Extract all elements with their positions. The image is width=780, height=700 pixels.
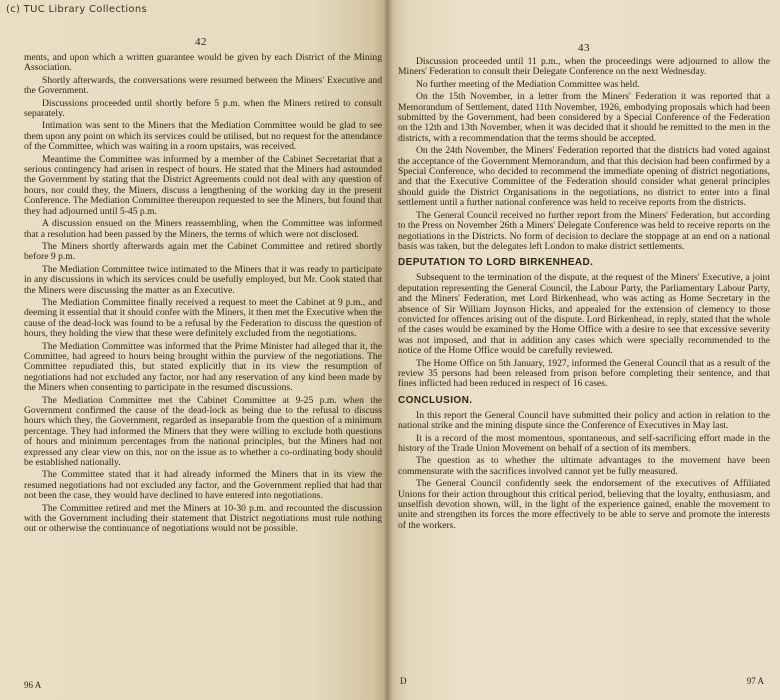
paragraph: On the 15th November, in a letter from the Miners' Federation it was reported that a Memorandum of Settlement, dated 11th November, 1926, embodying proposals which had been submitted by the Government, had been considered by a Special Conference of the Federation on the 12th and 13th November, when it was decided that it should be remitted to the men in the districts, with a recommendation that the terms should be accepted.: [398, 91, 770, 144]
book-gutter: [383, 0, 393, 700]
paragraph: The Home Office on 5th January, 1927, informed the General Council that as a result of the review 35 persons had been released from prison before completing their sentence, and that fines inflicted had been reduced in respect of 16 cases.: [398, 357, 770, 390]
right-page: [388, 0, 780, 700]
paragraph: On the 24th November, the Miners' Federation reported that the districts had voted against the acceptance of the Government Memorandum, and that this decision had been confirmed by a Special Conference, who decided to recommend the immediate opening of district negotiations, and that the Executive Committee of the Federation should consider what general principles should guide the District Organisations in the negotiations, no district to enter into a final settlement until a further national conference was held to receive reports from the districts.: [398, 145, 770, 209]
paragraph: Intimation was sent to the Miners that the Mediation Committee would be glad to see them upon any point on which its services could be utilised, but no request for the attendance of the Committee, which was waiting in a room upstairs, was received.: [24, 120, 382, 153]
paragraph: The Committee retired and met the Miners at 10-30 p.m. and recounted the discussion with the Government including their statement that District negotiations must rule nothing out or otherwise the continuance of negotiations would not be possible.: [24, 502, 382, 535]
paragraph: No further meeting of the Mediation Committee was held.: [416, 78, 640, 90]
watermark: (c) TUC Library Collections: [6, 4, 147, 15]
page-number-left: 42: [195, 36, 207, 48]
paragraph: In this report the General Council have submitted their policy and action in relation to the national strike and the mining dispute since the Conference of Executives in May last.: [398, 409, 770, 432]
paragraph: Discussion proceeded until 11 p.m., when the proceedings were adjourned to allow the Miners' Federation to consult their Delegate Conference on the next Wednesday.: [398, 56, 770, 78]
printer-signature-right: 97 A: [746, 676, 764, 686]
page-number-right: 43: [578, 42, 590, 54]
paragraph: It is a record of the most momentous, spontaneous, and self-sacrificing effort made in the history of the Trade Union Movement on behalf of a section of its members.: [398, 432, 770, 454]
paragraph: The Mediation Committee met the Cabinet Committee at 9-25 p.m. when the Government confirmed the cause of the dead-lock as being due to the refusal to discuss hours which they, the Government, regarded as inseparable from the question of a minimum percentage. They had informed the Miners that they were willing to exclude both questions of hours and minimum percentages from the national principles, but the Miners had not expressed any clear view on this, nor on the issue as to whether a co-ordinating body should be established nationally.: [24, 394, 382, 469]
paragraph: Subsequent to the termination of the dispute, at the request of the Miners' Executive, a joint deputation representing the General Council, the Labour Party, the Parliamentary Labour Party, and the Miners' Federation, met Lord Birkenhead, who was acting as Home Secretary in the absence of Sir William Joynson Hicks, and appealed for the extension of clemency to those convicted for offences arising out of the dispute. Lord Birkenhead, in reply, stated that the whole of the cases would be examined by the Home Office with a desire to see that excessive severity was not imposed, and that in addition any cases which were specially recommended to the notice of the Home Office would be carefully reviewed.: [398, 272, 770, 357]
paragraph: The General Council confidently seek the endorsement of the executives of Affiliated Unions for their action throughout this critical period, believing that the loyalty, enthusiasm, and unselfish devotion shown, will, in the light of the experience gained, enable the movement to unite and strengthen its forces the more effectively to be able to serve and promote the interests of the workers.: [398, 478, 770, 531]
right-page-footer: [388, 674, 780, 700]
paragraph: The Committee stated that it had already informed the Miners that in its view the resumed negotiations had not excluded any factor, and the Government replied that had that not been the case, they would have declined to have entered into negotiations.: [24, 469, 382, 502]
paragraph: ments, and upon which a written guarantee would be given by each District of the Mining Association.: [24, 52, 382, 74]
paragraph: The question as to whether the ultimate advantages to the movement have been commensurate with the sacrifices involved cannot yet be fully measured.: [398, 455, 770, 477]
paragraph: Shortly afterwards, the conversations were resumed between the Miners' Executive and the Government.: [24, 74, 382, 97]
left-page-footer: [0, 678, 388, 700]
paragraph: Meantime the Committee was informed by a member of the Cabinet Secretariat that a serious contingency had arisen in respect of hours. He stated that the Miners had astounded the Government by stating that the District Agreements could not deal with any question of hours, nor could they, the Miners, discuss a lengthening of the working day in the present Conference. The Mediation Committee thereupon requested to see the Miners, but found that they had adjourned until 5-45 p.m.: [24, 153, 382, 217]
paragraph: The Miners shortly afterwards again met the Cabinet Committee and retired shortly before 9 p.m.: [24, 240, 382, 263]
paragraph: A discussion ensued on the Miners reassembling, when the Committee was informed that a resolution had been passed by the Miners, the terms of which were not disclosed.: [24, 218, 382, 240]
paragraph: The General Council received no further report from the Miners' Federation, but according to the Press on November 26th a Miners' Delegate Conference was held to receive reports on the negotiations in the Districts. No form of decision to declare the stoppage at an end on a national basis was taken, but the delegates left London to make district settlements.: [398, 209, 770, 252]
section-heading-conclusion: CONCLUSION.: [398, 394, 473, 406]
printer-signature-left: 96 A: [24, 680, 42, 690]
paragraph: The Mediation Committee finally received a request to meet the Cabinet at 9 p.m., and deeming it essential that it should confer with the Miners, it then met the Executive when the cause of the dead-lock was found to be a refusal by the Federation to discuss the question of hours, they holding the view that these were definitely excluded from the negotiations.: [24, 296, 382, 340]
left-page-body: [24, 53, 382, 535]
paragraph: Discussions proceeded until shortly before 5 p.m. when the Miners retired to consult separately.: [24, 97, 382, 120]
paragraph: The Mediation Committee twice intimated to the Miners that it was ready to participate in any discussions in which its services could be usefully employed, but Mr. Cook stated that the Miners were discussing the matter as an Executive.: [24, 263, 382, 296]
left-page: [0, 0, 388, 700]
paragraph: The Mediation Committee was informed that the Prime Minister had alleged that it, the Committee, had agreed to hours being brought within the purview of the negotiations. The Committee repudiated this, but stated explicitly that in its view the resumption of negotiations had not excluded any factor, nor had any reservation of any kind been made by the Miners when consenting to participate in the resumed discussions.: [24, 340, 382, 394]
signature-letter: D: [400, 676, 407, 686]
section-heading-deputation: DEPUTATION TO LORD BIRKENHEAD.: [398, 257, 594, 269]
right-page-body: [398, 57, 770, 531]
